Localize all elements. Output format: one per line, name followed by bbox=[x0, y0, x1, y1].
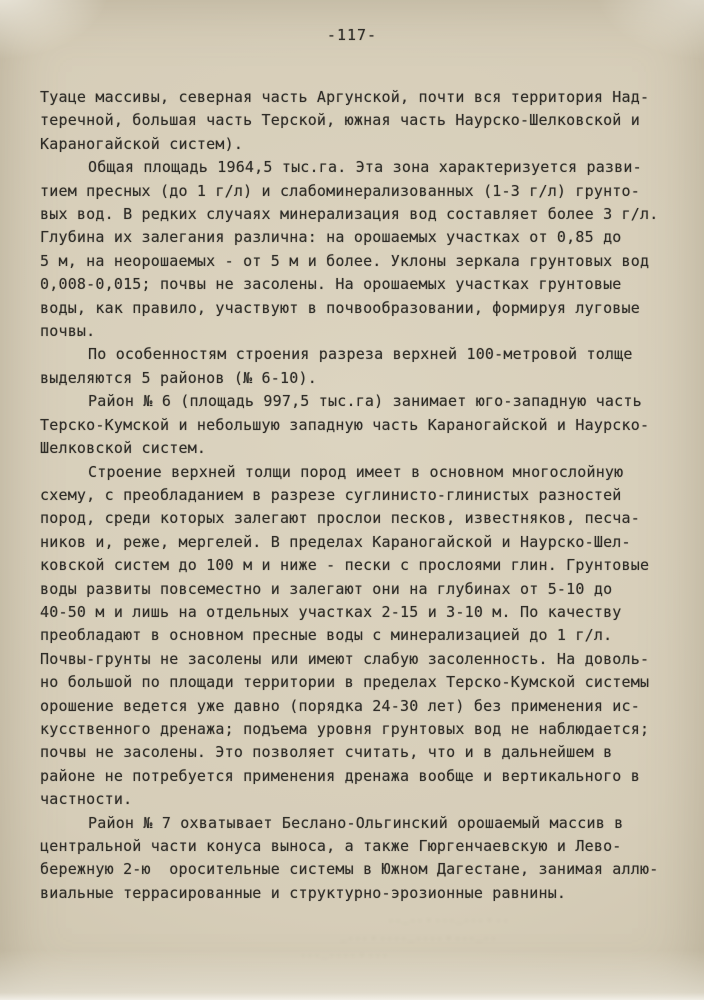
bleed-through-artifact: ··‥··・···‥···・·· bbox=[388, 916, 510, 927]
text-line: Район № 7 охватывает Беслано-Ольгинский орошаемый массив в bbox=[88, 813, 624, 832]
text-line: Район № 6 (площадь 997,5 тыс.га) занимает юго-западную часть bbox=[88, 392, 642, 411]
text-line: виальные террасированные и структурно-эрозионные равнины. bbox=[40, 883, 567, 902]
text-line: но большой по площади территории в пределах Терско-Кумской системы bbox=[40, 673, 650, 692]
paragraph bbox=[40, 461, 666, 812]
text-line: ников и, реже, мергелей. В пределах Караногайской и Наурско-Шел- bbox=[40, 532, 631, 551]
text-line: выделяются 5 районов (№ 6-10). bbox=[40, 368, 317, 387]
text-line: схему, с преобладанием в разрезе суглинисто-глинистых разностей bbox=[40, 485, 622, 504]
paragraph bbox=[40, 812, 666, 906]
text-line: вых вод. В редких случаях минерализация вод составляет более 3 г/л. bbox=[40, 205, 659, 224]
text-line: 40-50 м и лишь на отдельных участках 2-15 и 3-10 м. По качеству bbox=[40, 602, 622, 621]
text-line: Шелковской систем. bbox=[40, 439, 207, 458]
text-line: 0,008-0,015; почвы не засолены. На орошаемых участках грунтовые bbox=[40, 275, 622, 294]
text-line: центральной части конуса выноса, а также Гюргенчаевскую и Лево- bbox=[40, 837, 622, 855]
text-line: преобладают в основном пресные воды с минерализацией до 1 г/л. bbox=[40, 626, 613, 645]
text-line: Общая площадь 1964,5 тыс.га. Эта зона характеризуется разви- bbox=[88, 158, 642, 177]
text-line: Караногайской систем). bbox=[40, 134, 244, 153]
text-line: Терско-Кумской и небольшую западную часть Караногайской и Наурско- bbox=[40, 415, 650, 434]
text-line: 5 м, на неорошаемых - от 5 м и более. Уклоны зеркала грунтовых вод bbox=[40, 251, 650, 270]
text-line: Строение верхней толщи пород имеет в основном многослойную bbox=[88, 462, 624, 481]
text-line: районе не потребуется применения дренажа вообще и вертикального в bbox=[40, 766, 640, 785]
text-line: частности. bbox=[40, 790, 133, 809]
bleed-through-artifact: ···‥····・··· bbox=[300, 951, 389, 962]
text-line: воды, как правило, участвуют в почвообразовании, формируя луговые bbox=[40, 298, 640, 317]
text-line: тием пресных (до 1 г/л) и слабоминерализованных (1-3 г/л) грунто- bbox=[40, 181, 640, 200]
page-number: -117- bbox=[326, 26, 378, 44]
bleed-through-artifact: ‥···・····‥····・···‥·· bbox=[340, 934, 498, 945]
document-body bbox=[40, 86, 666, 905]
text-line: Глубина их залегания различна: на орошаемых участках от 0,85 до bbox=[40, 228, 622, 247]
paragraph bbox=[40, 343, 666, 390]
text-line: почвы. bbox=[40, 322, 96, 341]
text-line: Туаце массивы, северная часть Аргунской, почти вся территория Над- bbox=[40, 88, 650, 106]
text-line: воды развиты повсеместно и залегают они на глубинах от 5-10 до bbox=[40, 579, 613, 598]
paragraph bbox=[40, 156, 666, 343]
text-line: кусственного дренажа; подъема уровня грунтовых вод не наблюдается; bbox=[40, 719, 650, 738]
text-line: пород, среди которых залегают прослои песков, известняков, песча- bbox=[40, 509, 640, 528]
paragraph bbox=[40, 390, 666, 460]
text-line: ковской систем до 100 м и ниже - пески с прослоями глин. Грунтовые bbox=[40, 556, 650, 575]
paragraph bbox=[40, 86, 666, 156]
text-line: теречной, большая часть Терской, южная часть Наурско-Шелковской и bbox=[40, 111, 640, 130]
scan-artifact-edge bbox=[0, 950, 704, 1000]
text-line: почвы не засолены. Это позволяет считать, что и в дальнейшем в bbox=[40, 743, 613, 762]
text-line: бережную 2-ю оросительные системы в Южном Дагестане, занимая аллю- bbox=[40, 860, 659, 879]
text-line: орошение ведется уже давно (порядка 24-30 лет) без применения ис- bbox=[40, 696, 640, 715]
text-line: По особенностям строения разреза верхней 100-метровой толще bbox=[88, 345, 633, 364]
text-line: Почвы-грунты не засолены или имеют слабую засоленность. На доволь- bbox=[40, 649, 650, 668]
